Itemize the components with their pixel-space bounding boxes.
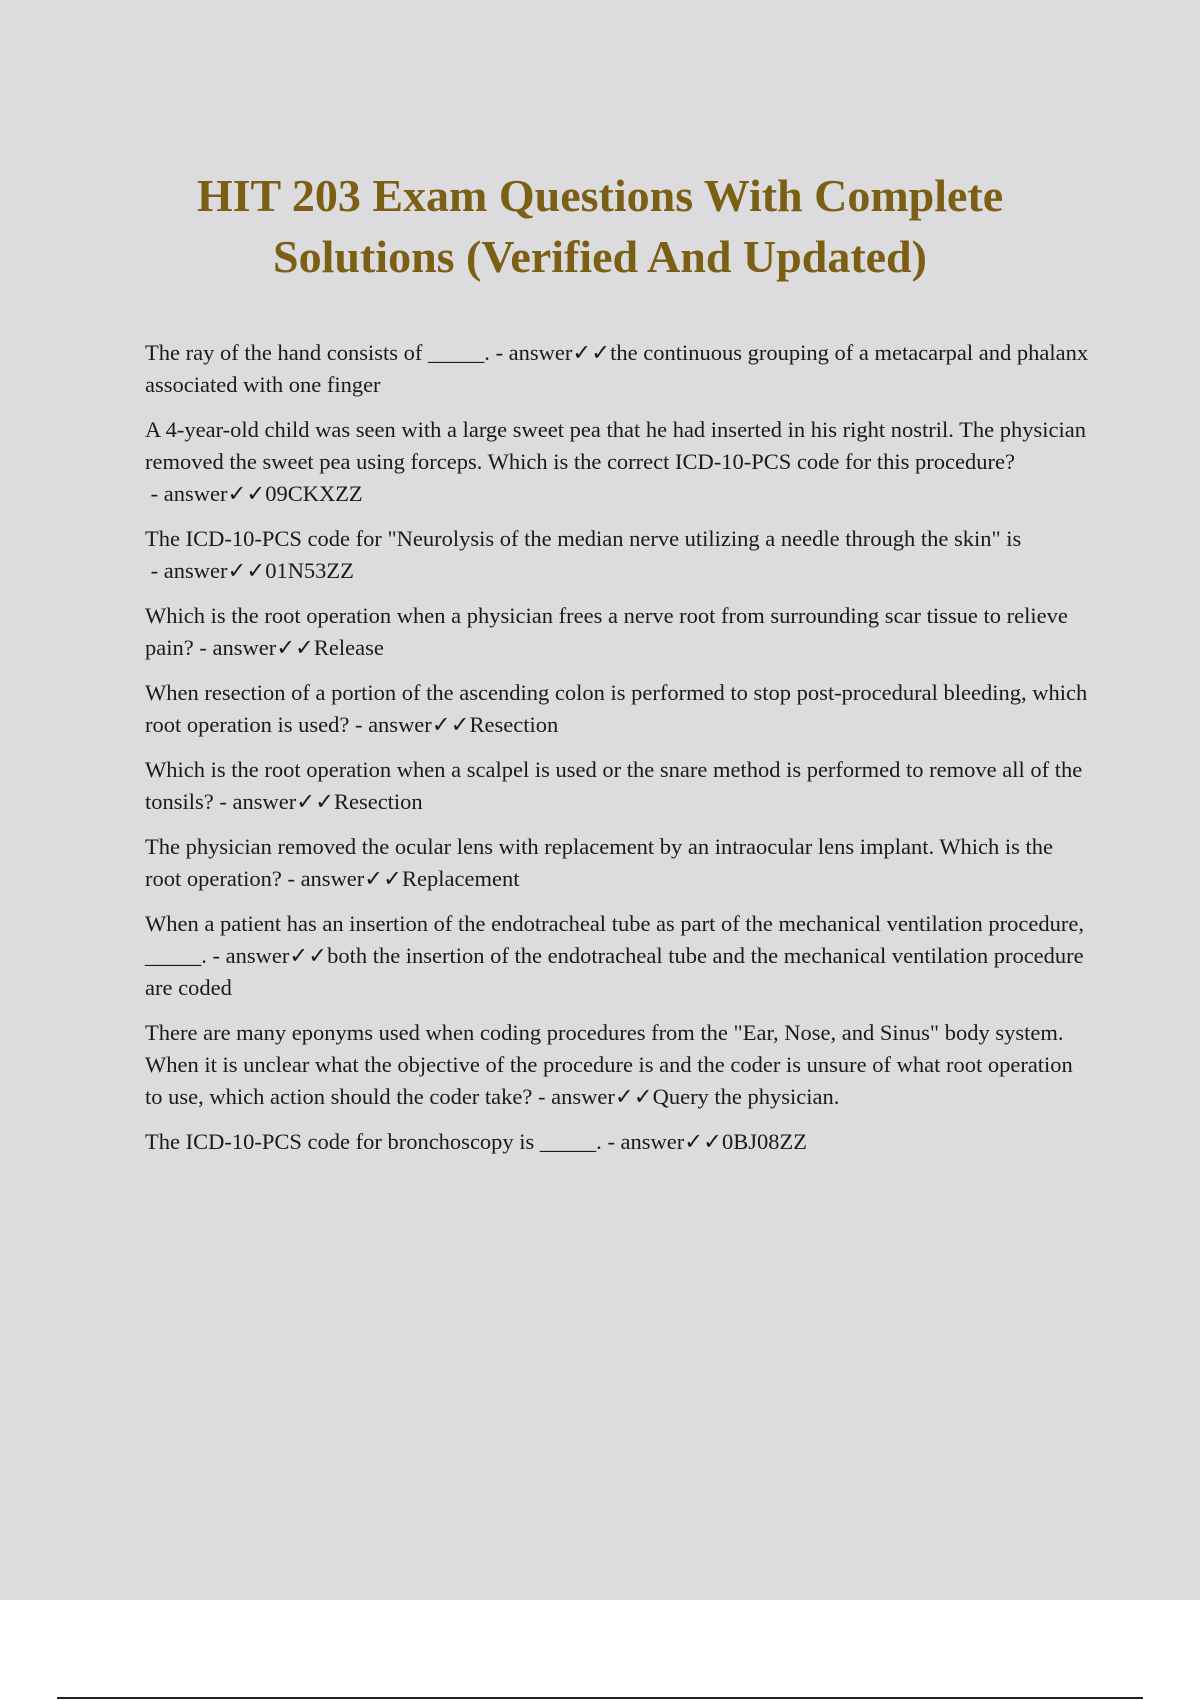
answer-marker: - answer [145, 481, 228, 506]
check-marks-icon: ✓✓ [296, 789, 334, 814]
question-text: When a patient has an insertion of the endotracheal tube as part of the mechanical ventilation procedure, _____. [145, 911, 1084, 968]
question-text: There are many eponyms used when coding procedures from the "Ear, Nose, and Sinus" body system. When it is unclear what the objective of the procedure is and the coder is unsure of what root operation to use, which action should the coder take? [145, 1020, 1073, 1109]
qa-item [145, 600, 1090, 664]
qa-item [145, 523, 1090, 587]
answer-marker: - answer [206, 943, 290, 968]
question-text: When resection of a portion of the ascending colon is performed to stop post-procedural bleeding, which root operation is used? [145, 680, 1088, 737]
qa-item [145, 337, 1090, 401]
document-title [0, 165, 1200, 287]
answer-text: the continuous grouping of a metacarpal and phalanx associated with one finger [145, 340, 1089, 397]
question-text: The ICD-10-PCS code for bronchoscopy is _____. [145, 1129, 602, 1154]
qa-item [145, 1126, 1090, 1158]
qa-item [145, 908, 1090, 1004]
check-marks-icon: ✓✓ [227, 558, 266, 583]
answer-text: Resection [333, 789, 423, 814]
qa-item [145, 414, 1090, 510]
answer-marker: - answer [349, 712, 432, 737]
question-text: The ICD-10-PCS code for "Neurolysis of the median nerve utilizing a needle through the skin" is [145, 526, 1022, 551]
answer-marker: - answer [601, 1129, 685, 1154]
answer-text: 09CKXZZ [265, 481, 363, 506]
check-marks-icon: ✓✓ [227, 481, 266, 506]
check-marks-icon: ✓✓ [684, 1129, 722, 1154]
check-marks-icon: ✓✓ [364, 866, 403, 891]
answer-text: 0BJ08ZZ [722, 1129, 808, 1154]
qa-item [145, 831, 1090, 895]
check-marks-icon: ✓✓ [572, 340, 611, 365]
answer-text: Query the physician. [652, 1084, 840, 1109]
question-text: Which is the root operation when a scalpel is used or the snare method is performed to remove all of the tonsils? [145, 757, 1083, 814]
answer-marker: - answer [193, 635, 277, 660]
answer-marker: - answer [213, 789, 297, 814]
qa-item [145, 754, 1090, 818]
question-text: Which is the root operation when a physician frees a nerve root from surrounding scar tissue to relieve pain? [145, 603, 1068, 660]
answer-text: 01N53ZZ [265, 558, 354, 583]
answer-text: Resection [469, 712, 559, 737]
title-line-1: HIT 203 Exam Questions With Complete [196, 170, 1004, 221]
answer-text: Replacement [402, 866, 520, 891]
answer-text: both the insertion of the endotracheal tube and the mechanical ventilation procedure are coded [145, 943, 1084, 1000]
question-text: The physician removed the ocular lens with replacement by an intraocular lens implant. Which is the root operation? [145, 834, 1054, 891]
check-marks-icon: ✓✓ [289, 943, 328, 968]
title-line-2: Solutions (Verified And Updated) [273, 231, 927, 282]
answer-marker: - answer [489, 340, 573, 365]
qa-item [145, 1017, 1090, 1113]
answer-marker: - answer [532, 1084, 615, 1109]
answer-text: Release [313, 635, 384, 660]
question-answer-list [145, 337, 1090, 1171]
answer-marker: - answer [281, 866, 365, 891]
check-marks-icon: ✓✓ [276, 635, 314, 660]
answer-marker: - answer [145, 558, 228, 583]
qa-item [145, 677, 1090, 741]
footer-divider [57, 1697, 1143, 1699]
check-marks-icon: ✓✓ [614, 1084, 653, 1109]
question-text: A 4-year-old child was seen with a large sweet pea that he had inserted in his right nostril. The physician removed the sweet pea using forceps. Which is the correct ICD-10-PCS code for this procedure? [145, 417, 1086, 474]
check-marks-icon: ✓✓ [431, 712, 470, 737]
question-text: The ray of the hand consists of _____. [145, 340, 490, 365]
